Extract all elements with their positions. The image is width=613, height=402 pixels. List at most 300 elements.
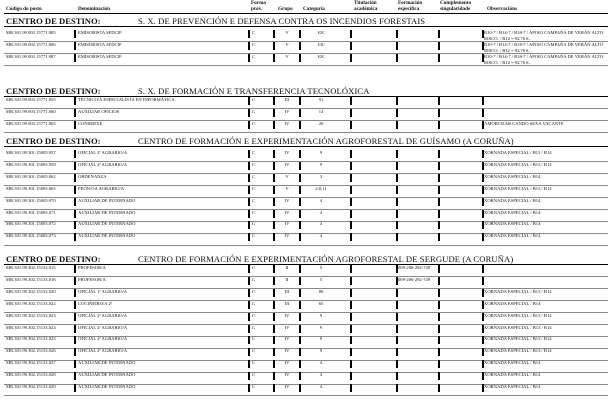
cell-categoria: 2,8,11: [315, 185, 327, 191]
table-row: [0, 360, 613, 372]
cell-border: [396, 221, 398, 229]
cell-observacions: XORNADA ESPECIAL / B13 / B14: [484, 288, 552, 294]
cell-border: [438, 233, 440, 241]
cell-border: [248, 121, 250, 129]
cell-observacions: B10-7 / B14-7 / B18-7 / APOIO CAMPAÑA DE VERÁN ALTO RISCO. / B12 = 92,76 €.: [484, 53, 604, 65]
cell-border: [396, 289, 398, 297]
cell-border: [438, 221, 440, 229]
cell-border: [248, 348, 250, 356]
cell-border: [438, 54, 440, 62]
cell-border: [299, 384, 301, 392]
header-grupo: Grupo: [278, 6, 293, 12]
row-divider: [4, 65, 608, 66]
cell-border: [74, 54, 76, 62]
cell-border: [74, 325, 76, 333]
cell-categoria: 14: [318, 108, 324, 114]
cell-border: [299, 30, 301, 38]
cell-grupo: V: [285, 53, 289, 59]
cell-denominacion: AUXILIAR OFICIOS: [78, 108, 120, 114]
cell-denominacion: OFICIAL 2ª AGRARIO/A: [78, 161, 128, 167]
cell-categoria: 10C: [317, 53, 325, 59]
cell-border: [299, 372, 301, 380]
cell-border: [396, 313, 398, 321]
cell-grupo: IV: [284, 197, 290, 203]
cell-code: MR.301.99.302.15133.020: [6, 288, 56, 294]
cell-border: [482, 301, 484, 309]
cell-border: [273, 384, 275, 392]
cell-grupo: IV: [284, 348, 290, 354]
cell-forma-prov: C: [252, 360, 256, 366]
cell-code: MR.301.99.301.15003.071: [6, 209, 56, 215]
header-rule: [4, 13, 608, 14]
cell-border: [438, 210, 440, 218]
cell-border: [248, 162, 250, 170]
cell-code: MR.301.99.301.15003.058: [6, 161, 56, 167]
cell-observacions: XORNADA ESPECIAL / B14: [484, 300, 541, 306]
cell-border: [273, 289, 275, 297]
cell-border: [482, 325, 484, 333]
cell-border: [350, 336, 352, 344]
cell-border: [273, 97, 275, 105]
cell-border: [438, 162, 440, 170]
cell-border: [74, 30, 76, 38]
cell-categoria: 9: [319, 348, 323, 354]
cell-code: MR.301.99.302.15133.015: [6, 265, 56, 270]
cell-border: [438, 313, 440, 321]
cell-forma-prov: C: [252, 221, 256, 227]
cell-forma-prov: C: [252, 197, 256, 203]
cell-border: [248, 277, 250, 285]
cell-border: [74, 42, 76, 50]
cell-forma-prov: C: [252, 324, 256, 330]
cell-grupo: V: [285, 30, 289, 35]
table-row: [0, 265, 613, 277]
cell-code: MR.301.99.002.15771.086: [6, 41, 56, 47]
cell-border: [350, 198, 352, 206]
cell-grupo: IV: [284, 209, 290, 215]
header-formacion: Formación específica: [398, 0, 423, 12]
cell-forma-prov: C: [252, 209, 256, 215]
cell-border: [248, 54, 250, 62]
cell-code: MR.301.99.002.15771.085: [6, 30, 56, 35]
cell-border: [396, 348, 398, 356]
cell-forma-prov: C: [252, 30, 256, 35]
table-row: [0, 384, 613, 396]
cell-border: [396, 360, 398, 368]
cell-border: [396, 233, 398, 241]
cell-border: [350, 42, 352, 50]
cell-forma-prov: C: [252, 41, 256, 47]
cell-border: [438, 277, 440, 285]
cell-observacions: XORNADA ESPECIAL / B14: [484, 209, 541, 215]
cell-border: [74, 198, 76, 206]
cell-border: [248, 384, 250, 392]
cell-denominacion: ORDENANZA: [78, 173, 107, 179]
cell-border: [74, 348, 76, 356]
cell-observacions: B10-7 / B14-7 / B18-7 / APOIO CAMPAÑA DE VERÁN ALTO RISCO. / B12 = 92,76 €.: [484, 30, 604, 41]
cell-observacions: XORNADA ESPECIAL / B13 / B14: [484, 312, 552, 318]
cell-border: [396, 162, 398, 170]
cell-denominacion: AUXILIAR DE INTERNADO: [78, 233, 136, 239]
cell-denominacion: EMISORISTA SFDCIF: [78, 41, 122, 47]
cell-border: [248, 174, 250, 182]
cell-border: [396, 109, 398, 117]
cell-border: [350, 30, 352, 38]
cell-border: [273, 301, 275, 309]
cell-border: [248, 265, 250, 273]
cell-categoria: 4: [319, 221, 323, 227]
cell-grupo: IV: [284, 312, 290, 318]
cell-border: [273, 54, 275, 62]
cell-border: [438, 336, 440, 344]
cell-grupo: III: [284, 300, 290, 306]
cell-border: [74, 301, 76, 309]
cell-denominacion: OFICIAL 1ª AGRARIO/A: [78, 288, 128, 294]
row-divider: [4, 245, 608, 246]
cell-border: [248, 336, 250, 344]
cell-forma-prov: C: [252, 300, 256, 306]
table-row: [0, 42, 613, 54]
cell-code: MR.301.99.301.15003.057: [6, 150, 56, 155]
cell-border: [74, 360, 76, 368]
cell-code: MR.301.99.302.15133.016: [6, 276, 56, 282]
cell-border: [438, 360, 440, 368]
section-label: CENTRO DE DESTINO:: [6, 86, 101, 96]
cell-denominacion: TÉCNICO/A ESPECIALISTA EN INFORMÁTICA: [78, 97, 175, 102]
cell-border: [482, 150, 484, 158]
cell-denominacion: AUXILIAR DE INTERNADO: [78, 221, 136, 227]
header-categoria: Categoría: [303, 6, 325, 12]
cell-border: [299, 186, 301, 194]
cell-border: [438, 186, 440, 194]
cell-border: [482, 265, 484, 273]
table-row: [0, 336, 613, 348]
cell-border: [350, 54, 352, 62]
cell-observacions: XORNADA ESPECIAL / B13 / B14: [484, 150, 552, 155]
cell-grupo: II: [285, 276, 289, 282]
cell-border: [396, 372, 398, 380]
cell-border: [74, 265, 76, 273]
cell-forma-prov: C: [252, 312, 256, 318]
header-forma-prov: Forma prov.: [251, 0, 266, 12]
section-title: S. X. DE FORMACIÓN E TRANSFERENCIA TECNOLÓXICA: [138, 86, 370, 96]
cell-border: [299, 97, 301, 105]
cell-border: [482, 348, 484, 356]
cell-denominacion: AUXILIAR DE INTERNADO: [78, 209, 136, 215]
cell-code: MR.301.99.302.15133.029: [6, 384, 56, 389]
cell-denominacion: EMISORISTA SFDCIF: [78, 30, 122, 35]
cell-categoria: 5: [319, 265, 323, 270]
cell-border: [438, 97, 440, 105]
cell-denominacion: OFICIAL 2ª AGRARIO/A: [78, 348, 128, 354]
header-titulacion: Titulación académica: [354, 0, 378, 12]
cell-border: [273, 42, 275, 50]
cell-grupo: IV: [284, 161, 290, 167]
cell-border: [299, 109, 301, 117]
cell-border: [248, 210, 250, 218]
cell-forma-prov: C: [252, 372, 256, 378]
cell-observacions: XORNADA ESPECIAL / B14: [484, 372, 541, 378]
cell-border: [350, 221, 352, 229]
cell-border: [438, 150, 440, 158]
cell-grupo: III: [284, 288, 290, 294]
cell-border: [396, 121, 398, 129]
cell-border: [396, 30, 398, 38]
cell-border: [74, 277, 76, 285]
cell-observacions: XORNADA ESPECIAL / B13 / B14: [484, 336, 552, 342]
cell-grupo: IV: [284, 120, 290, 126]
cell-border: [396, 301, 398, 309]
cell-border: [248, 233, 250, 241]
cell-observacions: XORNADA ESPECIAL / B13 / B14: [484, 185, 552, 191]
cell-denominacion: OFICIAL 2ª AGRARIO/A: [78, 336, 128, 342]
cell-formacion: 009-206-292-749: [398, 265, 431, 270]
cell-border: [248, 325, 250, 333]
cell-categoria: 9: [319, 161, 323, 167]
cell-code: MR.301.99.003.15771.060: [6, 108, 56, 114]
cell-border: [248, 301, 250, 309]
cell-code: MR.301.99.302.15133.028: [6, 372, 56, 378]
cell-border: [482, 233, 484, 241]
table-row: [0, 277, 613, 289]
cell-categoria: 4: [319, 360, 323, 366]
cell-formacion: 009-206-292-749: [398, 276, 431, 282]
cell-border: [248, 313, 250, 321]
cell-border: [299, 277, 301, 285]
cell-border: [350, 360, 352, 368]
cell-border: [273, 109, 275, 117]
cell-border: [438, 121, 440, 129]
cell-grupo: IV: [284, 324, 290, 330]
cell-border: [482, 277, 484, 285]
cell-code: MR.301.99.302.15133.026: [6, 348, 56, 354]
cell-observacions: XORNADA ESPECIAL / B14: [484, 221, 541, 227]
cell-code: MR.301.99.301.15003.070: [6, 197, 56, 203]
cell-categoria: 9: [319, 324, 323, 330]
cell-border: [299, 42, 301, 50]
cell-border: [273, 325, 275, 333]
table-row: [0, 301, 613, 313]
cell-border: [396, 384, 398, 392]
cell-observacions: XORNADA ESPECIAL / B14: [484, 360, 541, 366]
cell-border: [273, 360, 275, 368]
cell-border: [482, 121, 484, 129]
cell-border: [74, 174, 76, 182]
cell-observacions: XORNADA ESPECIAL / B14: [484, 173, 541, 179]
row-divider: [4, 132, 608, 133]
cell-denominacion: COCIÑEIRO/A 2ª: [78, 300, 113, 306]
cell-border: [299, 289, 301, 297]
cell-forma-prov: C: [252, 348, 256, 354]
cell-border: [299, 121, 301, 129]
cell-border: [438, 325, 440, 333]
table-row: [0, 198, 613, 210]
cell-grupo: II: [285, 265, 289, 270]
cell-border: [273, 174, 275, 182]
cell-border: [299, 265, 301, 273]
cell-border: [299, 162, 301, 170]
cell-border: [74, 150, 76, 158]
cell-categoria: 4: [319, 209, 323, 215]
cell-border: [299, 336, 301, 344]
cell-border: [248, 198, 250, 206]
section-rule: [4, 26, 608, 27]
header-codigo: Código do posto: [6, 6, 42, 12]
cell-border: [273, 198, 275, 206]
cell-border: [299, 360, 301, 368]
row-divider: [4, 395, 608, 396]
cell-border: [248, 150, 250, 158]
cell-border: [350, 210, 352, 218]
cell-border: [248, 97, 250, 105]
cell-forma-prov: C: [252, 150, 256, 155]
cell-border: [350, 313, 352, 321]
table-row: [0, 233, 613, 245]
cell-border: [350, 162, 352, 170]
cell-border: [350, 265, 352, 273]
cell-border: [350, 186, 352, 194]
cell-categoria: 65: [318, 300, 324, 306]
cell-border: [482, 162, 484, 170]
cell-forma-prov: C: [252, 233, 256, 239]
cell-code: MR.301.99.301.15003.072: [6, 221, 56, 227]
cell-code: MR.301.99.003.15771.065: [6, 120, 56, 126]
header-observacions: Observacións: [487, 6, 517, 12]
cell-code: MR.301.99.302.15133.024: [6, 324, 56, 330]
cell-grupo: IV: [284, 372, 290, 378]
cell-denominacion: PROFESOR/A: [78, 265, 106, 270]
cell-border: [299, 301, 301, 309]
cell-categoria: 9: [319, 312, 323, 318]
cell-border: [482, 97, 484, 105]
cell-border: [438, 109, 440, 117]
table-row: [0, 348, 613, 360]
cell-denominacion: AUXILIAR DE INTERNADO: [78, 372, 136, 378]
cell-categoria: 10C: [317, 30, 325, 35]
cell-border: [396, 210, 398, 218]
header-complemento: Complemento singularidade: [440, 0, 472, 12]
cell-denominacion: AUXILIAR DE INTERNADO: [78, 360, 136, 366]
cell-border: [438, 384, 440, 392]
cell-border: [273, 150, 275, 158]
cell-forma-prov: C: [252, 97, 256, 102]
cell-forma-prov: C: [252, 173, 256, 179]
table-row: [0, 186, 613, 198]
table-row: [0, 325, 613, 337]
cell-code: MR.301.99.302.15133.022: [6, 300, 56, 306]
cell-border: [248, 289, 250, 297]
cell-grupo: V: [285, 41, 289, 47]
cell-border: [248, 30, 250, 38]
cell-border: [396, 97, 398, 105]
cell-border: [248, 109, 250, 117]
cell-border: [273, 372, 275, 380]
cell-border: [396, 42, 398, 50]
cell-forma-prov: C: [252, 384, 256, 389]
cell-denominacion: OFICIAL 2ª AGRARIO/A: [78, 312, 128, 318]
cell-border: [248, 221, 250, 229]
table-row: [0, 150, 613, 162]
cell-border: [248, 360, 250, 368]
cell-categoria: 5: [319, 276, 323, 282]
table-row: [0, 162, 613, 174]
cell-border: [438, 198, 440, 206]
cell-forma-prov: C: [252, 120, 256, 126]
table-row: [0, 210, 613, 222]
cell-categoria: 4: [319, 384, 323, 389]
cell-border: [74, 313, 76, 321]
cell-border: [482, 313, 484, 321]
cell-forma-prov: C: [252, 276, 256, 282]
cell-border: [350, 109, 352, 117]
cell-border: [482, 336, 484, 344]
table-row: [0, 109, 613, 121]
cell-border: [438, 42, 440, 50]
section-label: CENTRO DE DESTINO:: [6, 136, 101, 146]
cell-border: [273, 186, 275, 194]
cell-border: [248, 42, 250, 50]
cell-border: [74, 384, 76, 392]
cell-forma-prov: C: [252, 265, 256, 270]
cell-border: [350, 372, 352, 380]
cell-forma-prov: C: [252, 185, 256, 191]
cell-grupo: V: [285, 173, 289, 179]
cell-border: [350, 301, 352, 309]
cell-denominacion: PROFESOR/A: [78, 276, 106, 282]
cell-border: [299, 233, 301, 241]
section-title: CENTRO DE FORMACIÓN E EXPERIMENTACIÓN AGROFORESTAL DE SERGUDE (A CORUÑA): [138, 254, 514, 264]
cell-border: [74, 221, 76, 229]
cell-denominacion: PEÓN/OA AGRARIO/A: [78, 185, 125, 191]
cell-border: [350, 289, 352, 297]
cell-denominacion: CONSERXE: [78, 120, 103, 126]
cell-border: [396, 150, 398, 158]
cell-border: [482, 30, 484, 38]
cell-border: [74, 372, 76, 380]
cell-border: [350, 325, 352, 333]
cell-border: [482, 372, 484, 380]
cell-border: [350, 150, 352, 158]
cell-code: MR.301.99.302.15133.027: [6, 360, 56, 366]
cell-border: [74, 186, 76, 194]
cell-code: MR.301.99.302.15133.025: [6, 336, 56, 342]
cell-categoria: 4: [319, 197, 323, 203]
cell-border: [350, 97, 352, 105]
cell-border: [396, 265, 398, 273]
cell-border: [482, 198, 484, 206]
cell-border: [482, 289, 484, 297]
cell-code: MR.301.99.301.15003.073: [6, 233, 56, 239]
cell-categoria: 4: [319, 233, 323, 239]
cell-forma-prov: C: [252, 53, 256, 59]
section-title: S. X. DE PREVENCIÓN E DEFENSA CONTRA OS INCENDIOS FORESTAIS: [138, 16, 426, 26]
table-row: [0, 30, 613, 42]
cell-border: [350, 384, 352, 392]
cell-border: [273, 348, 275, 356]
cell-border: [74, 210, 76, 218]
cell-border: [482, 186, 484, 194]
cell-border: [299, 198, 301, 206]
cell-categoria: 88: [318, 288, 324, 294]
cell-border: [438, 30, 440, 38]
cell-observacions: AMORTIZAR CANDO SEXA VACANTE: [484, 120, 564, 126]
cell-code: MR.301.99.301.15003.065: [6, 185, 56, 191]
cell-code: MR.301.99.302.15133.023: [6, 312, 56, 318]
cell-border: [74, 336, 76, 344]
cell-border: [248, 372, 250, 380]
cell-border: [74, 121, 76, 129]
cell-border: [350, 174, 352, 182]
